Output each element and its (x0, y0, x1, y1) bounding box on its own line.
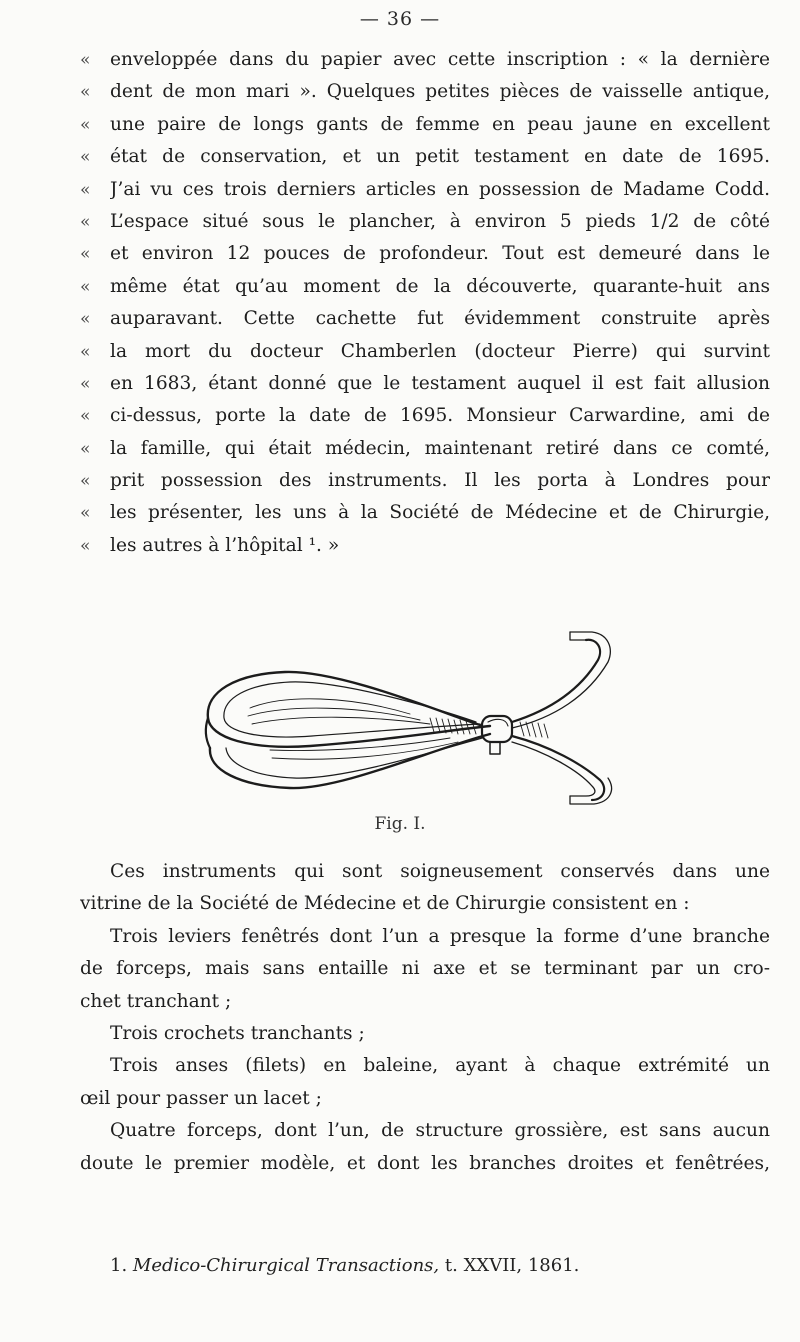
quote-line (80, 109, 770, 141)
forceps-lower-handle (512, 736, 604, 800)
quoted-passage (80, 44, 770, 562)
quote-text: en 1683, étant donné que le testament auquel il est fait allusion (110, 372, 770, 394)
quote-mark: « (80, 147, 91, 168)
quote-text: dent de mon mari ». Quelques petites pièces de vaisselle antique, (110, 81, 770, 103)
quote-text: enveloppée dans du papier avec cette inscription : « la dernière (110, 49, 770, 70)
quote-text: état de conservation, et un petit testament en date de 1695. (110, 146, 770, 168)
quote-mark: « (80, 82, 91, 103)
quote-text: L’espace situé sous le plancher, à environ 5 pieds 1/2 de côté (110, 210, 770, 232)
quote-mark: « (80, 244, 91, 265)
quote-mark: « (80, 114, 91, 135)
quote-text: prit possession des instruments. Il les porta à Londres pour (110, 470, 770, 492)
body-line: œil pour passer un lacet ; (80, 1087, 322, 1109)
quote-line (80, 336, 770, 368)
quote-text: et environ 12 pouces de profondeur. Tout est demeuré dans le (110, 243, 770, 265)
quote-mark: « (80, 276, 91, 297)
quote-text: auparavant. Cette cachette fut évidemment construite après (110, 308, 770, 330)
page-number: — 36 — (359, 8, 441, 30)
quote-line (80, 238, 770, 270)
body-line: Trois leviers fenêtrés dont l’un a presque la forme d’une branche (110, 925, 770, 947)
quote-line (80, 76, 770, 108)
quote-line (80, 465, 770, 497)
footnote (110, 1255, 579, 1276)
quote-mark: « (80, 50, 91, 70)
body-line: vitrine de la Société de Médecine et de Chirurgie consistent en : (80, 893, 690, 915)
quote-line (80, 433, 770, 465)
quote-text: les présenter, les uns à la Société de Médecine et de Chirurgie, (110, 502, 770, 524)
quote-mark: « (80, 438, 91, 459)
quote-mark: « (80, 373, 91, 394)
footnote-reference: t. XXVII, 1861. (444, 1255, 580, 1276)
body-line: de forceps, mais sans entaille ni axe et se terminant par un cro- (80, 958, 770, 980)
quote-line (80, 400, 770, 432)
quote-text: J’ai vu ces trois derniers articles en possession de Madame Codd. (110, 178, 770, 200)
quote-text: la mort du docteur Chamberlen (docteur Pierre) qui survint (110, 340, 770, 362)
body-line: Quatre forceps, dont l’un, de structure grossière, est sans aucun (110, 1120, 770, 1142)
quote-line (80, 530, 770, 562)
quote-line (80, 141, 770, 173)
body-line: Trois crochets tranchants ; (110, 1022, 365, 1044)
quote-text: les autres à l’hôpital ¹. » (110, 534, 340, 556)
body-line: Ces instruments qui sont soigneusement conservés dans une (110, 861, 770, 882)
body-paragraphs (80, 856, 770, 1180)
footnote-journal: Medico-Chirurgical Transactions, (132, 1255, 440, 1276)
quote-mark: « (80, 341, 91, 362)
quote-text: une paire de longs gants de femme en peau jaune en excellent (110, 113, 770, 135)
quote-line (80, 44, 770, 76)
body-line: Trois anses (filets) en baleine, ayant à chaque extrémité un (110, 1055, 770, 1077)
quote-mark: « (80, 535, 91, 556)
quote-mark: « (80, 211, 91, 232)
quote-mark: « (80, 406, 91, 427)
quote-mark: « (80, 179, 91, 200)
figure-caption: Fig. I. (374, 814, 426, 834)
body-line: doute le premier modèle, et dont les branches droites et fenêtrées, (80, 1152, 770, 1174)
forceps-illustration (190, 630, 620, 805)
quote-line (80, 368, 770, 400)
quote-text: la famille, qui était médecin, maintenant retiré dans ce comté, (110, 437, 770, 459)
quote-line (80, 497, 770, 529)
quote-line (80, 174, 770, 206)
quote-line (80, 206, 770, 238)
quote-text: même état qu’au moment de la découverte, quarante-huit ans (110, 275, 770, 297)
quote-line (80, 271, 770, 303)
quote-text: ci-dessus, porte la date de 1695. Monsieur Carwardine, ami de (110, 405, 770, 427)
footnote-number: 1. (110, 1255, 128, 1276)
quote-line (80, 303, 770, 335)
body-line: chet tranchant ; (80, 990, 232, 1012)
forceps-upper-handle (512, 640, 600, 722)
quote-mark: « (80, 309, 91, 330)
quote-mark: « (80, 503, 91, 524)
quote-mark: « (80, 471, 91, 492)
